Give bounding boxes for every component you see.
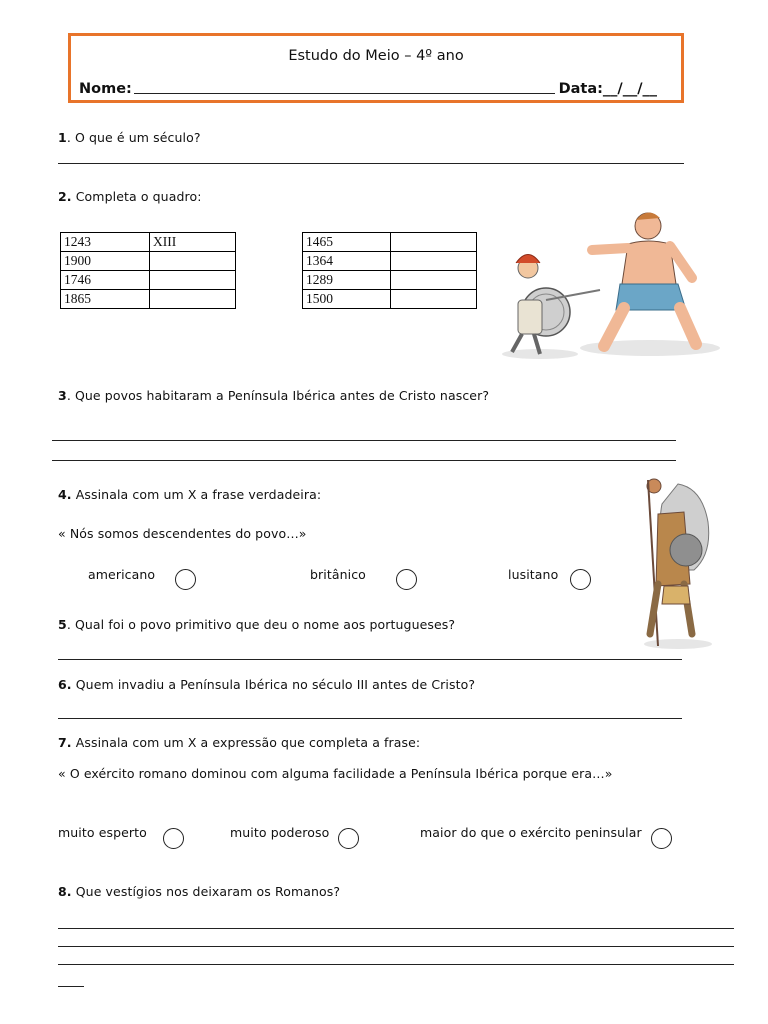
question-number: 1 [58,130,67,145]
year-cell: 1465 [303,233,391,252]
question-7 [58,735,420,750]
option-label: americano [88,567,156,582]
question-4 [58,487,321,502]
year-cell: 1364 [303,252,391,271]
answer-line[interactable] [52,460,676,461]
year-cell: 1289 [303,271,391,290]
century-cell[interactable] [150,271,236,290]
century-cell[interactable] [391,252,477,271]
question-text: O que é um século? [74,130,201,145]
question-number: 2. [58,189,72,204]
century-cell[interactable]: XIII [150,233,236,252]
table-row [303,252,477,271]
option-circle[interactable] [396,569,417,590]
answer-line[interactable] [58,964,734,965]
table-row [61,271,236,290]
table-row [303,233,477,252]
answer-line[interactable] [58,718,682,719]
option-label: lusitano [508,567,559,582]
question-8 [58,884,340,899]
answer-line[interactable] [58,928,734,929]
answer-line[interactable] [58,946,734,947]
question-number: 6. [58,677,72,692]
option-circle[interactable] [163,828,184,849]
option-label: muito esperto [58,825,147,840]
century-cell[interactable] [391,233,477,252]
name-label: Nome: [79,81,132,97]
question-text: . Qual foi o povo primitivo que deu o nome aos portugueses? [66,617,456,632]
answer-line[interactable] [58,163,684,164]
year-cell: 1500 [303,290,391,309]
question-text: Que vestígios nos deixaram os Romanos? [75,884,341,899]
header-box [68,33,684,103]
option-circle[interactable] [651,828,672,849]
question-number: 5 [58,617,67,632]
worksheet-title: Estudo do Meio – 4º ano [288,48,464,64]
question-number: 7. [58,735,72,750]
quote-text: « O exército romano dominou com alguma facilidade a Península Ibérica porque era…» [58,766,613,781]
question-number: 8. [58,884,72,899]
question-text: Quem invadiu a Península Ibérica no século III antes de Cristo? [75,677,476,692]
question-text: Completa o quadro: [75,189,202,204]
answer-line[interactable] [58,659,682,660]
question-3 [58,388,489,403]
question-text: . Que povos habitaram a Península Ibérica antes de Cristo nascer? [66,388,490,403]
question-2 [58,189,202,204]
question-text: Assinala com um X a expressão que completa a frase: [75,735,421,750]
option-circle[interactable] [175,569,196,590]
question-5 [58,617,455,632]
option-label: maior do que o exército peninsular [420,825,642,840]
name-field[interactable] [134,93,555,94]
option-label: muito poderoso [230,825,330,840]
year-cell: 1243 [61,233,150,252]
table-row [303,290,477,309]
question-text: Assinala com um X a frase verdadeira: [75,487,322,502]
question-number: 4. [58,487,72,502]
table-left [60,232,236,309]
question-6 [58,677,475,692]
warrior-illustration [628,474,722,652]
year-cell: 1865 [61,290,150,309]
year-cell: 1900 [61,252,150,271]
table-row [61,233,236,252]
table-row [303,271,477,290]
century-cell[interactable] [150,252,236,271]
century-cell[interactable] [391,290,477,309]
quote-text: « Nós somos descendentes do povo…» [58,526,307,541]
table-right [302,232,477,309]
answer-line[interactable] [52,440,676,441]
table-row [61,290,236,309]
year-cell: 1746 [61,271,150,290]
century-cell[interactable] [150,290,236,309]
century-cell[interactable] [391,271,477,290]
answer-line[interactable] [58,986,84,987]
option-circle[interactable] [570,569,591,590]
soldier-and-giant-illustration [500,208,722,360]
question-number: 3 [58,388,67,403]
question-1: 1. O que é um século? [58,130,201,145]
date-label: Data:__/__/__ [558,81,657,97]
header-row [79,81,657,97]
table-row [61,252,236,271]
option-label: britânico [310,567,366,582]
option-circle[interactable] [338,828,359,849]
